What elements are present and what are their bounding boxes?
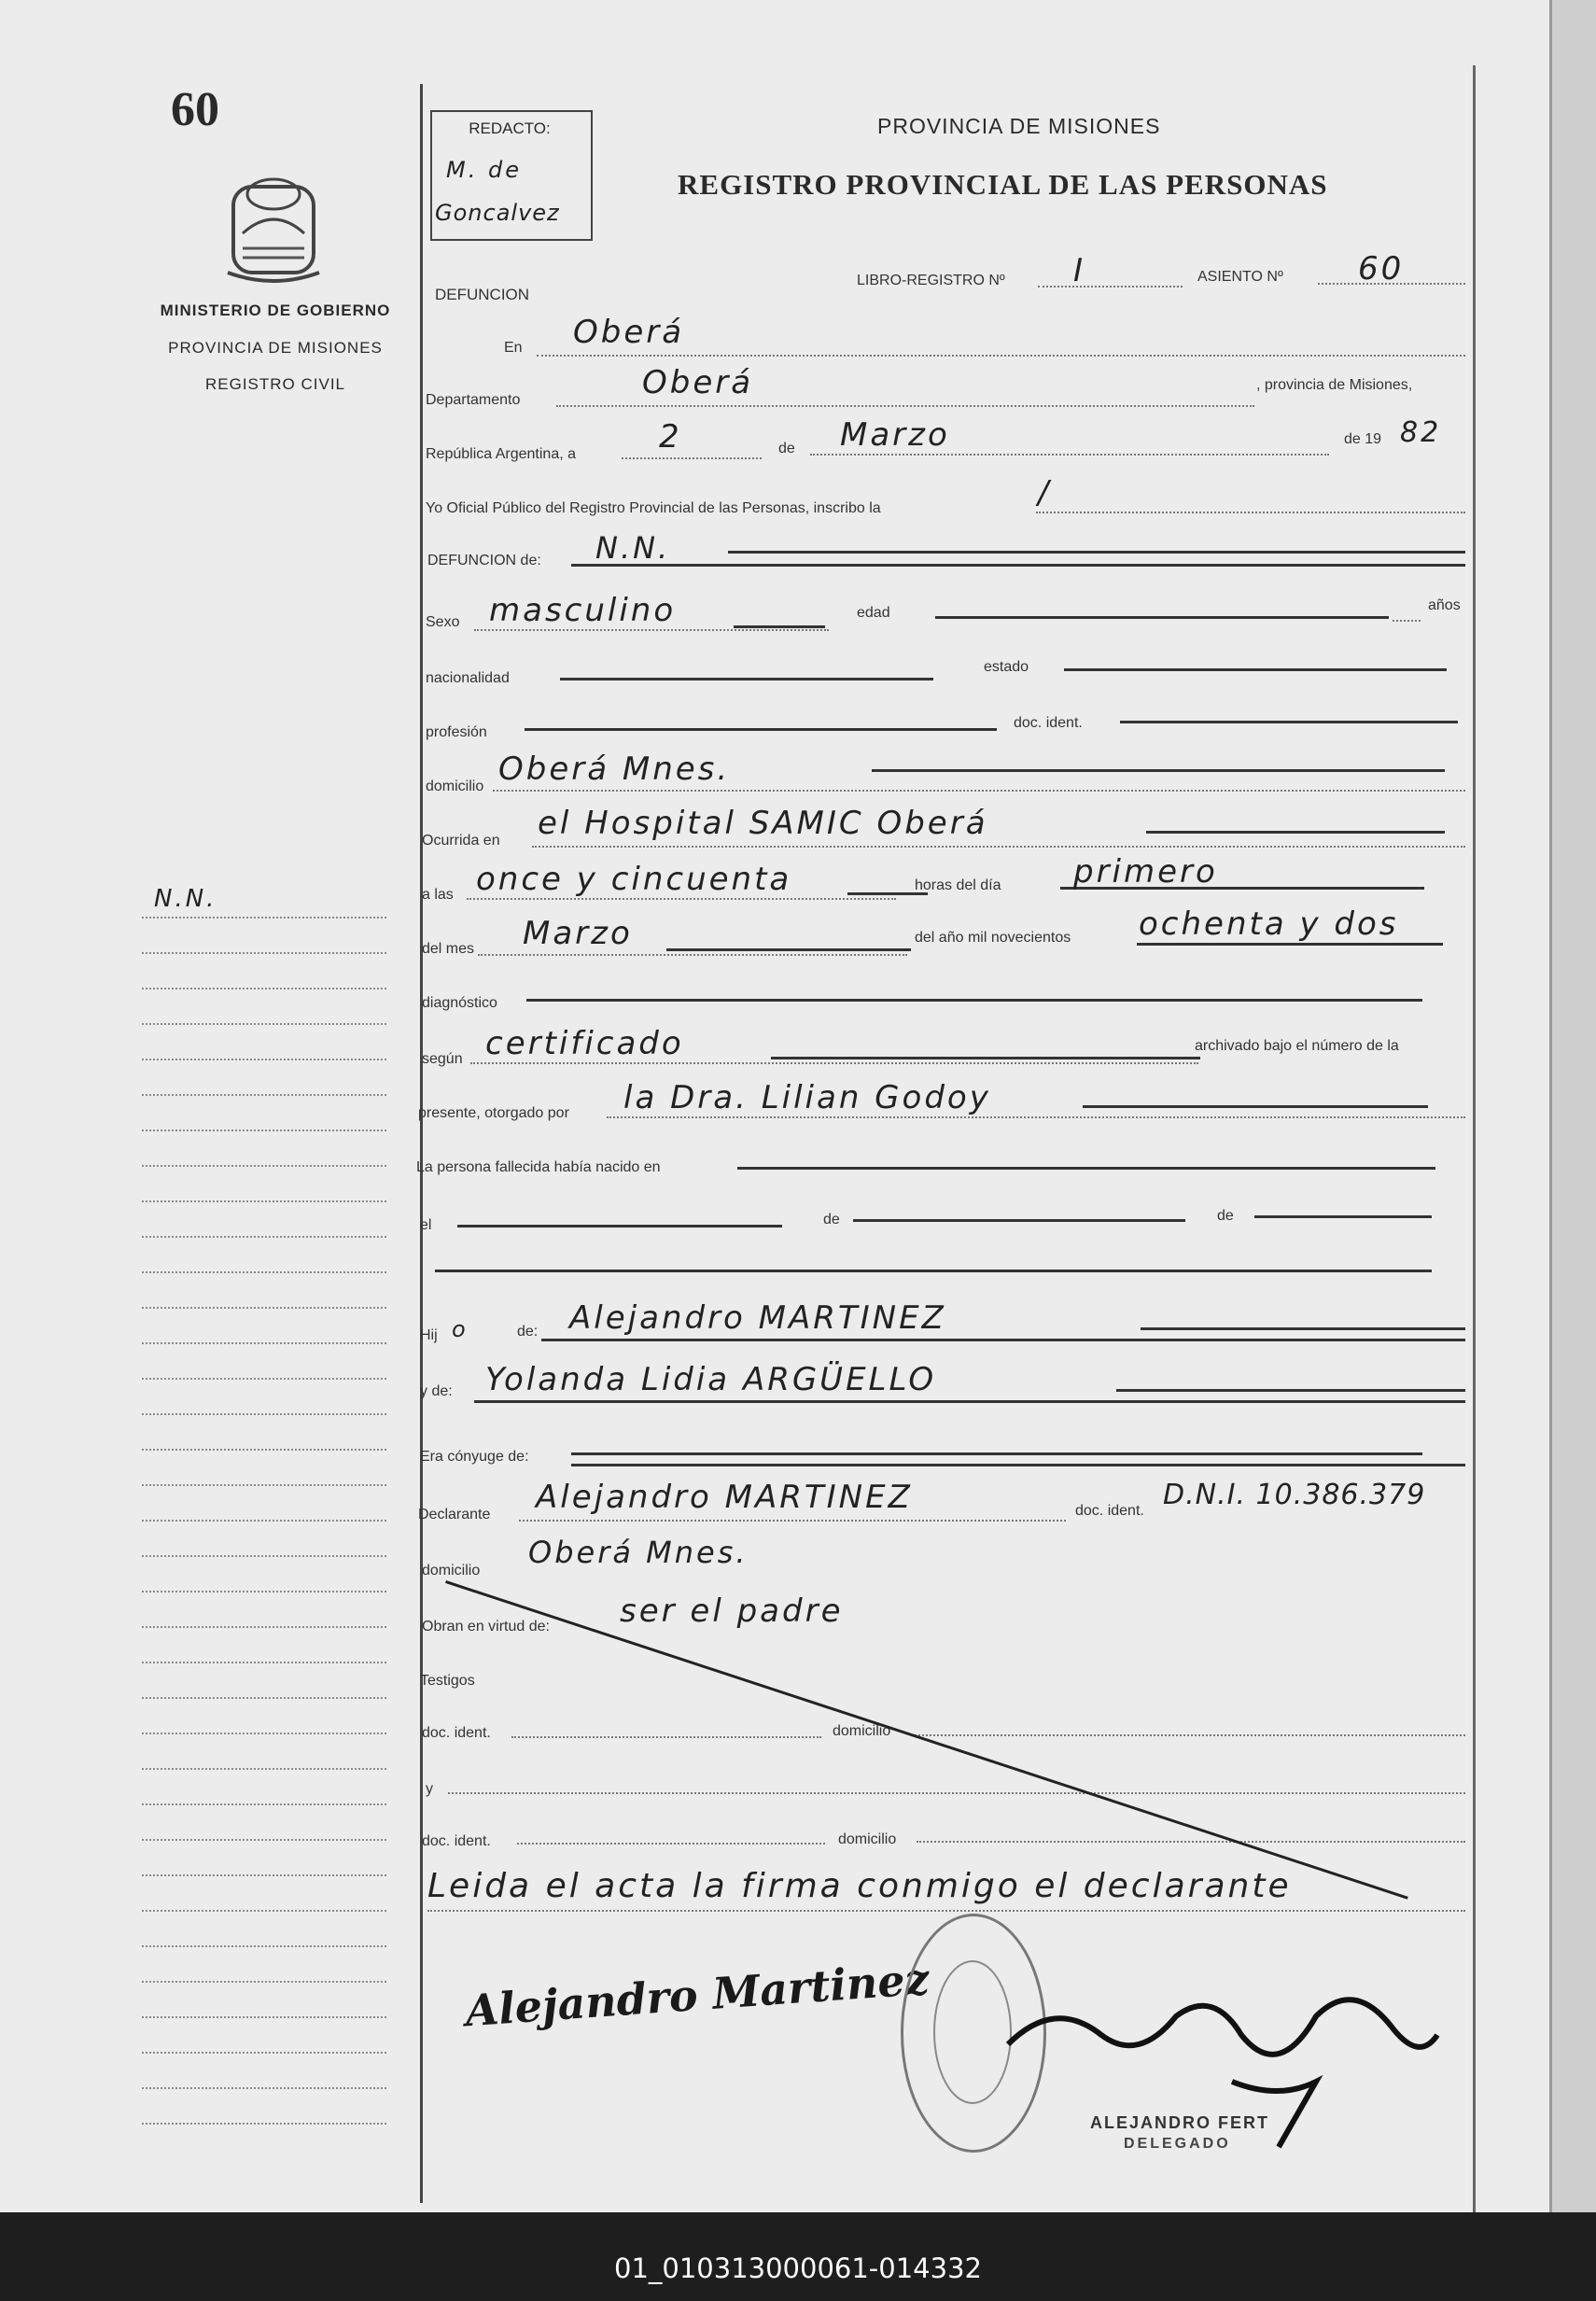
y-label: y <box>426 1781 433 1797</box>
anio-value: ochenta y dos <box>1139 905 1399 943</box>
testigo2-line <box>448 1792 1465 1794</box>
office-label: REGISTRO CIVIL <box>204 375 346 393</box>
image-identifier: 01_010313000061-014332 <box>614 2252 982 2284</box>
hijo-suffix: o <box>452 1316 469 1342</box>
madre-value: Yolanda Lidia ARGÜELLO <box>485 1361 937 1398</box>
en-label: En <box>504 340 523 356</box>
padre-line-2 <box>541 1339 1465 1341</box>
domicilio-label: domicilio <box>426 779 484 794</box>
day-value: 2 <box>659 418 682 456</box>
de1-line <box>853 1219 1185 1222</box>
testigo1-doc-label: doc. ident. <box>422 1725 491 1741</box>
edad-dot <box>1393 620 1421 622</box>
margin-line <box>142 917 386 919</box>
margin-line <box>142 1236 386 1238</box>
closing-line <box>427 1910 1465 1912</box>
obran-label: Obran en virtud de: <box>422 1619 550 1635</box>
book-binding-edge <box>1549 0 1596 2212</box>
header-province: PROVINCIA DE MISIONES <box>877 114 1161 138</box>
testigo1-dom-line <box>911 1734 1465 1736</box>
padre-value: Alejandro MARTINEZ <box>569 1299 946 1337</box>
domicilio2-label: domicilio <box>422 1563 481 1578</box>
declarante-value: Alejandro MARTINEZ <box>536 1479 913 1516</box>
yde-label: y de: <box>420 1383 453 1399</box>
delegate-title: DELEGADO <box>1124 2136 1231 2152</box>
domicilio-dotline <box>493 790 1465 792</box>
margin-line <box>142 988 386 989</box>
delegate-name: ALEJANDRO FERT <box>1090 2113 1270 2132</box>
hijo-label: Hij <box>420 1327 438 1343</box>
segun-value: certificado <box>485 1025 684 1062</box>
oficial-text: Yo Oficial Público del Registro Provincial de las Personas, inscribo la <box>426 500 881 516</box>
record-type-label: DEFUNCION <box>435 286 530 303</box>
conyuge-label: Era cónyuge de: <box>420 1449 529 1465</box>
margin-line <box>142 1697 386 1699</box>
margin-line <box>142 1555 386 1557</box>
testigo2-dom-label: domicilio <box>838 1831 897 1847</box>
cancellation-line <box>445 1580 1408 1900</box>
ocurrida-label: Ocurrida en <box>422 833 500 849</box>
margin-line <box>142 1307 386 1309</box>
otorgado-label: presente, otorgado por <box>418 1105 569 1121</box>
hora-dotline <box>467 898 896 900</box>
mes-value: Marzo <box>523 915 633 952</box>
doc-ident-line <box>1120 721 1458 723</box>
de2-label: de <box>1217 1208 1234 1224</box>
defuncion-line <box>728 551 1465 554</box>
departamento-label: Departamento <box>426 392 521 408</box>
anos-label: años <box>1428 597 1461 613</box>
domicilio-line <box>872 769 1445 772</box>
sexo-value: masculino <box>489 592 677 629</box>
margin-line <box>142 2123 386 2125</box>
delmes-label: del mes <box>422 941 475 957</box>
margin-line <box>142 1874 386 1876</box>
margin-line <box>142 1626 386 1628</box>
de2-line <box>1254 1215 1432 1218</box>
book-label: LIBRO-REGISTRO Nº <box>857 273 1005 288</box>
nacionalidad-label: nacionalidad <box>426 670 510 686</box>
dia-value: primero <box>1073 853 1218 891</box>
republica-label: República Argentina, a <box>426 446 576 462</box>
testigo2-dom-line <box>917 1841 1465 1843</box>
month-value: Marzo <box>840 416 950 454</box>
margin-line <box>142 1910 386 1912</box>
departamento-line <box>556 405 1254 407</box>
hora-value: once y cincuenta <box>476 861 792 898</box>
archivado-label: archivado bajo el número de la <box>1195 1038 1399 1054</box>
margin-line <box>142 1023 386 1025</box>
margin-line <box>142 1839 386 1841</box>
month-line <box>810 454 1329 456</box>
domicilio2-value: Oberá Mnes. <box>528 1535 749 1570</box>
de1-label: de <box>823 1212 840 1228</box>
year-label: de 19 <box>1344 431 1382 447</box>
horas-label: horas del día <box>915 877 1001 893</box>
sexo-line <box>474 629 829 631</box>
padre-line <box>1141 1327 1465 1330</box>
en-value: Oberá <box>573 314 685 351</box>
margin-line <box>142 2087 386 2089</box>
blank-line <box>435 1270 1432 1272</box>
mes-dotline <box>478 954 907 956</box>
provincial-crest-icon <box>222 168 325 288</box>
nacido-label: La persona fallecida había nacido en <box>416 1159 661 1175</box>
departamento-value: Oberá <box>642 364 754 401</box>
province-label: PROVINCIA DE MISIONES <box>168 339 383 357</box>
margin-line <box>142 2052 386 2054</box>
redacto-value-1: M. de <box>446 157 522 183</box>
margin-line <box>142 1129 386 1131</box>
conyuge-line-2 <box>571 1464 1465 1466</box>
sexo-dash <box>734 625 825 628</box>
margin-line <box>142 1981 386 1983</box>
book-line <box>1038 286 1183 288</box>
declarante-doc-value: D.N.I. 10.386.379 <box>1163 1479 1426 1511</box>
ocurrida-line <box>1146 831 1445 834</box>
margin-line <box>142 2016 386 2018</box>
margin-line <box>142 1768 386 1770</box>
redacto-value-2: Goncalvez <box>435 200 560 226</box>
domicilio-value: Oberá Mnes. <box>498 751 731 788</box>
margin-line <box>142 1059 386 1060</box>
ocurrida-dotline <box>532 846 1465 848</box>
edad-label: edad <box>857 605 890 621</box>
declarante-line <box>519 1520 1066 1522</box>
oficial-line <box>1036 512 1465 513</box>
margin-line <box>142 952 386 954</box>
testigo2-doc-line <box>517 1843 825 1845</box>
year-value: 82 <box>1400 416 1442 449</box>
segun-dotline <box>470 1062 1198 1064</box>
estado-label: estado <box>984 659 1029 675</box>
oficial-value: / <box>1038 474 1052 512</box>
declarante-doc-label: doc. ident. <box>1075 1503 1144 1519</box>
obran-value: ser el padre <box>620 1592 844 1630</box>
margin-line <box>142 1342 386 1344</box>
closing-statement: Leida el acta la firma conmigo el declarante <box>427 1867 1292 1905</box>
diagnostico-line <box>526 999 1422 1002</box>
margin-line <box>142 1200 386 1202</box>
el-label: el <box>420 1217 432 1233</box>
margin-line <box>142 1271 386 1273</box>
column-divider <box>420 84 423 2203</box>
margin-note: N.N. <box>154 885 217 913</box>
entry-label: ASIENTO Nº <box>1197 269 1283 285</box>
defuncion-value: N.N. <box>595 530 671 566</box>
provincia-suffix: , provincia de Misiones, <box>1256 377 1413 393</box>
en-line <box>537 355 1465 357</box>
otorgado-value: la Dra. Lilian Godoy <box>623 1079 991 1116</box>
otorgado-dotline <box>607 1116 1465 1118</box>
testigo1-doc-line <box>511 1736 821 1738</box>
edad-line <box>935 616 1389 619</box>
mes-line <box>666 948 911 951</box>
margin-line <box>142 1094 386 1096</box>
diagnostico-label: diagnóstico <box>422 995 497 1011</box>
margin-line <box>142 1662 386 1663</box>
nacionalidad-line <box>560 678 933 680</box>
defuncion-line-2 <box>571 564 1465 567</box>
margin-line <box>142 1449 386 1451</box>
anio-label: del año mil novecientos <box>915 930 1071 946</box>
margin-line <box>142 1165 386 1167</box>
margin-line <box>142 1591 386 1592</box>
margin-line <box>142 1733 386 1734</box>
madre-line <box>1116 1389 1465 1392</box>
anio-line <box>1137 943 1443 946</box>
margin-line <box>142 1520 386 1522</box>
el-line <box>457 1225 782 1228</box>
ministry-label: MINISTERIO DE GOBIERNO <box>160 302 391 319</box>
alas-label: a las <box>422 887 454 903</box>
otorgado-line <box>1083 1105 1428 1108</box>
day-line <box>622 457 762 459</box>
conyuge-line <box>571 1452 1422 1455</box>
month-de-label: de <box>778 441 795 456</box>
margin-line <box>142 1484 386 1486</box>
margin-line <box>142 1945 386 1947</box>
sexo-label: Sexo <box>426 614 460 630</box>
nacido-line <box>737 1167 1435 1170</box>
testigo2-doc-label: doc. ident. <box>422 1833 491 1849</box>
doc-ident-label: doc. ident. <box>1014 715 1083 731</box>
testigo1-dom-label: domicilio <box>833 1723 891 1739</box>
hijo-de-label: de: <box>517 1324 539 1340</box>
segun-line <box>771 1057 1200 1059</box>
profesion-label: profesión <box>426 724 487 740</box>
margin-line <box>142 1413 386 1415</box>
ocurrida-value: el Hospital SAMIC Oberá <box>538 805 988 842</box>
defuncion-label: DEFUNCION de: <box>427 553 541 568</box>
margin-line <box>142 1803 386 1805</box>
right-border <box>1473 65 1476 2212</box>
book-value: I <box>1073 252 1086 289</box>
madre-line-2 <box>474 1400 1465 1403</box>
redacto-label: REDACTO: <box>469 119 551 137</box>
declarante-label: Declarante <box>418 1507 491 1522</box>
entry-value: 60 <box>1358 250 1405 288</box>
register-title: REGISTRO PROVINCIAL DE LAS PERSONAS <box>678 168 1328 201</box>
testigos-label: Testigos <box>420 1673 475 1689</box>
margin-line <box>142 1378 386 1380</box>
declarant-signature: Alejandro Martinez <box>463 1953 931 2037</box>
folio-number: 60 <box>171 83 219 136</box>
estado-line <box>1064 668 1447 671</box>
profesion-line <box>525 728 997 731</box>
segun-label: según <box>422 1051 463 1067</box>
